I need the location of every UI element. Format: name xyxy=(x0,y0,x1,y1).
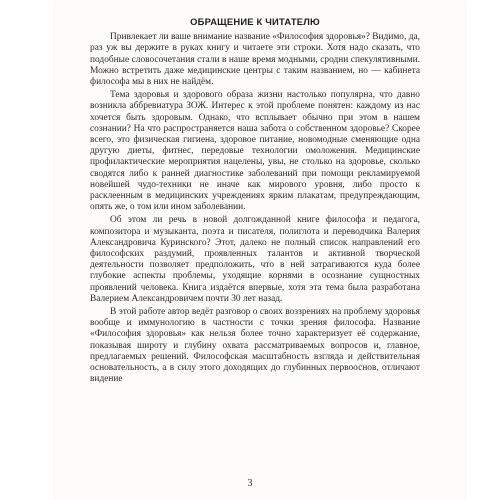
page-title: ОБРАЩЕНИЕ К ЧИТАТЕЛЮ xyxy=(190,16,320,27)
page-number: 3 xyxy=(247,478,253,489)
paragraph-3: Об этом ли речь в новой долгожданной книге философа и педагога, композитора и музыканта, поэта и писателя, полиглота и переводчика Валерия Александровича Куринского? Этот, далеко не полный список направлений его философских раздумий, проявленных талантов и активной творческой деятельности позволяет предположить, что в ней затрагиваются куда более глубокие аспекты проблемы, уходящие корнями в осознание сущностных проявлений человека. Книга издаётся впервые, хотя эта тема была разработана Валерием Александровичем почти 30 лет назад. xyxy=(90,215,420,304)
paragraph-1: Привлекает ли ваше внимание название «Философия здоровья»? Видимо, да, раз уж вы держите в руках книгу и читаете эти строки. Хотя надо сказать, что подобные словосочетания стали в наше время модными, сродни спекулятивными. Можно встретить даже медицинские центры с таким названием, но — кабинета философа мы в них не найдём. xyxy=(90,32,420,88)
paragraph-4: В этой работе автор ведёт разговор о своих воззрениях на проблему здоровья вообще и иммунологию в частности с точки зрения философа. Название «Философия здоровья» как нельзя более точно характеризует её содержание, показывая широту и глубину охвата рассматриваемых вопросов и, главное, предлагаемых решений. Философская масштабность взгляда и действительная основательность, а в силу этого доходящих до глубинных первооснов, отличают видение xyxy=(90,307,420,385)
page-content xyxy=(90,16,420,386)
paragraph-2: Тема здоровья и здорового образа жизни настолько популярна, что давно возникла аббревиатура ЗОЖ. Интерес к этой проблеме понятен: каждому из нас хочется быть здоровым. Однако, что всплывает обычно при этом в нашем сознании? На что распространяется наша забота о собственном здоровье? Скорее всего, это физическая гигиена, здоровое питание, новомодные сменяющие одна другую диеты, фитнес, передовые технологии омоложения. Медицинские профилактические мероприятия нацелены, увы, не столько на здоровье, сколько сводятся либо к ранней диагностике заболеваний при помощи рекламируемой новейшей чудо-техники не иначе как мирового уровня, либо просто к расклеенным в медицинских учреждениях ярким плакатам, предупреждающим, опять же, о том или ином заболевании. xyxy=(90,90,420,213)
